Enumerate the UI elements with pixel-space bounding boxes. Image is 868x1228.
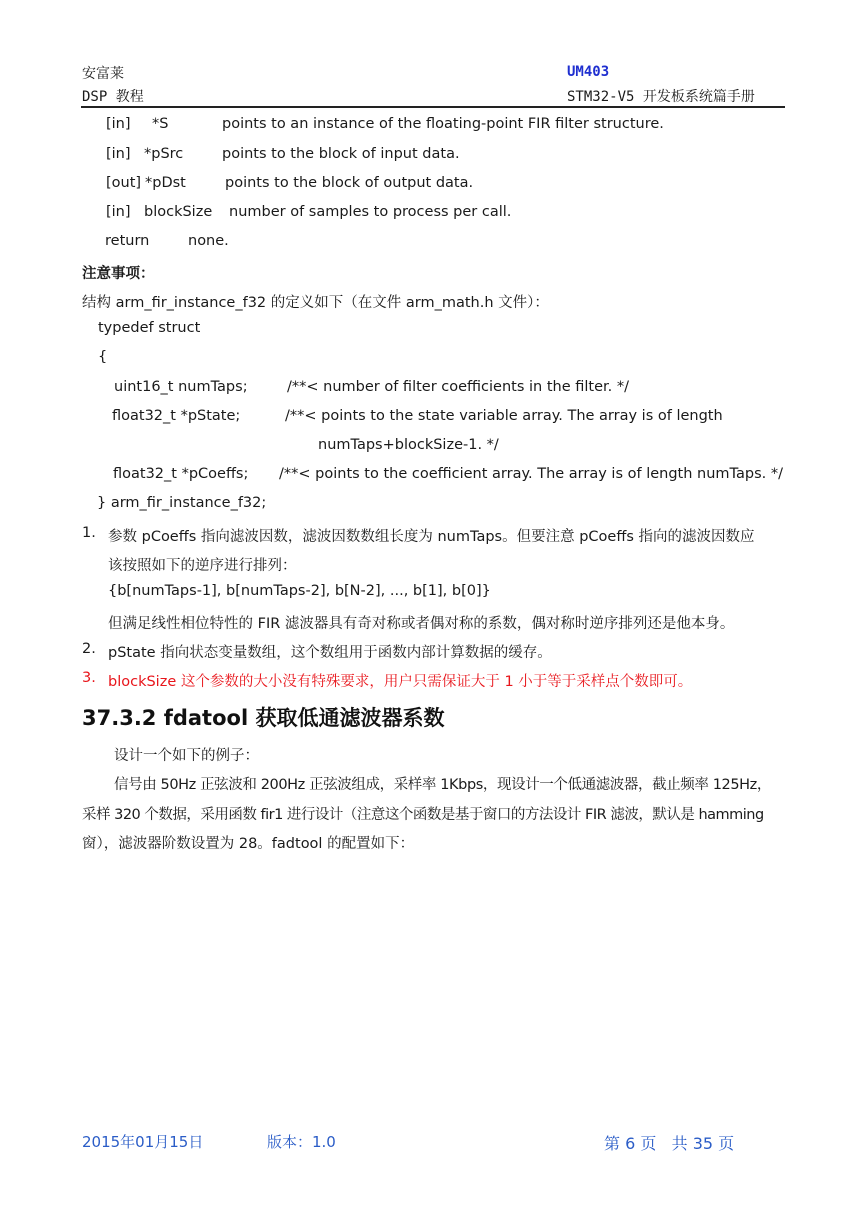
return-label: return (105, 233, 150, 249)
param-desc: number of samples to process per call. (229, 204, 512, 220)
param-desc: points to the block of output data. (225, 175, 474, 191)
code-line: float32_t *pCoeffs; (113, 466, 249, 482)
paragraph: 窗），滤波器阶数设置为 28。fadtool 的配置如下： (82, 836, 415, 852)
coeff-order: {b[numTaps-1], b[numTaps-2], b[N-2], ..., b[1], b[0]} (108, 583, 491, 599)
paragraph: 信号由 50Hz 正弦波和 200Hz 正弦波组成，采样率 1Kbps，现设计一个低通滤波器，截止频率 125Hz， (114, 777, 771, 793)
code-comment: numTaps+blockSize-1. */ (318, 437, 499, 453)
code-comment: /**< points to the coefficient array. The array is of length numTaps. */ (279, 466, 783, 482)
param-dir: [in] (106, 116, 131, 132)
header-company: 安富莱 (82, 66, 124, 82)
param-dir: [in] (106, 146, 131, 162)
code-line: typedef struct (98, 320, 201, 336)
section-title: 37.3.2 fdatool 获取低通滤波器系数 (82, 706, 445, 730)
list-item-text: 参数 pCoeffs 指向滤波因数，滤波因数数组长度为 numTaps。但要注意 pCoeffs 指向的滤波因数应 (108, 529, 755, 545)
list-number: 2. (82, 641, 96, 657)
header-doc-type: DSP 教程 (82, 89, 144, 105)
code-line: } arm_fir_instance_f32; (97, 495, 267, 511)
return-value: none. (188, 233, 229, 249)
param-dir: [in] (106, 204, 131, 220)
list-item-text: 但满足线性相位特性的 FIR 滤波器具有奇对称或者偶对称的系数，偶对称时逆序排列还是他本身。 (108, 616, 735, 632)
list-number: 1. (82, 525, 96, 541)
header-manual-title: STM32-V5 开发板系统篇手册 (567, 89, 755, 105)
footer-page-number: 第 6 页 共 35 页 (604, 1134, 735, 1153)
list-item-highlight: blockSize 这个参数的大小没有特殊要求，用户只需保证大于 1 小于等于采样点个数即可。 (108, 674, 693, 690)
struct-intro: 结构 arm_fir_instance_f32 的定义如下（在文件 arm_math.h 文件）： (82, 295, 549, 311)
code-comment: /**< number of filter coefficients in the filter. */ (287, 379, 629, 395)
param-desc: points to the block of input data. (222, 146, 460, 162)
param-name: blockSize (144, 204, 213, 220)
paragraph: 采样 320 个数据，采用函数 fir1 进行设计（注意这个函数是基于窗口的方法设计 FIR 滤波，默认是 hamming (82, 807, 764, 823)
list-number: 3. (82, 670, 96, 686)
param-name: *pDst (145, 175, 186, 191)
code-comment: /**< points to the state variable array. The array is of length (285, 408, 723, 424)
param-name: *S (152, 116, 169, 132)
param-name: *pSrc (144, 146, 184, 162)
footer-date: 2015年01月15日 (82, 1133, 204, 1151)
notes-title: 注意事项： (82, 266, 155, 282)
param-desc: points to an instance of the floating-point FIR filter structure. (222, 116, 664, 132)
paragraph: 设计一个如下的例子： (114, 748, 259, 764)
header-product: UM403 (567, 64, 610, 80)
code-line: uint16_t numTaps; (114, 379, 248, 395)
list-item-text: 该按照如下的逆序进行排列： (108, 558, 297, 574)
param-dir: [out] (106, 175, 142, 191)
footer-version: 版本：1.0 (267, 1133, 336, 1151)
code-line: { (98, 349, 108, 365)
list-item-text: pState 指向状态变量数组，这个数组用于函数内部计算数据的缓存。 (108, 645, 552, 661)
header-rule (81, 106, 785, 108)
code-line: float32_t *pState; (112, 408, 241, 424)
